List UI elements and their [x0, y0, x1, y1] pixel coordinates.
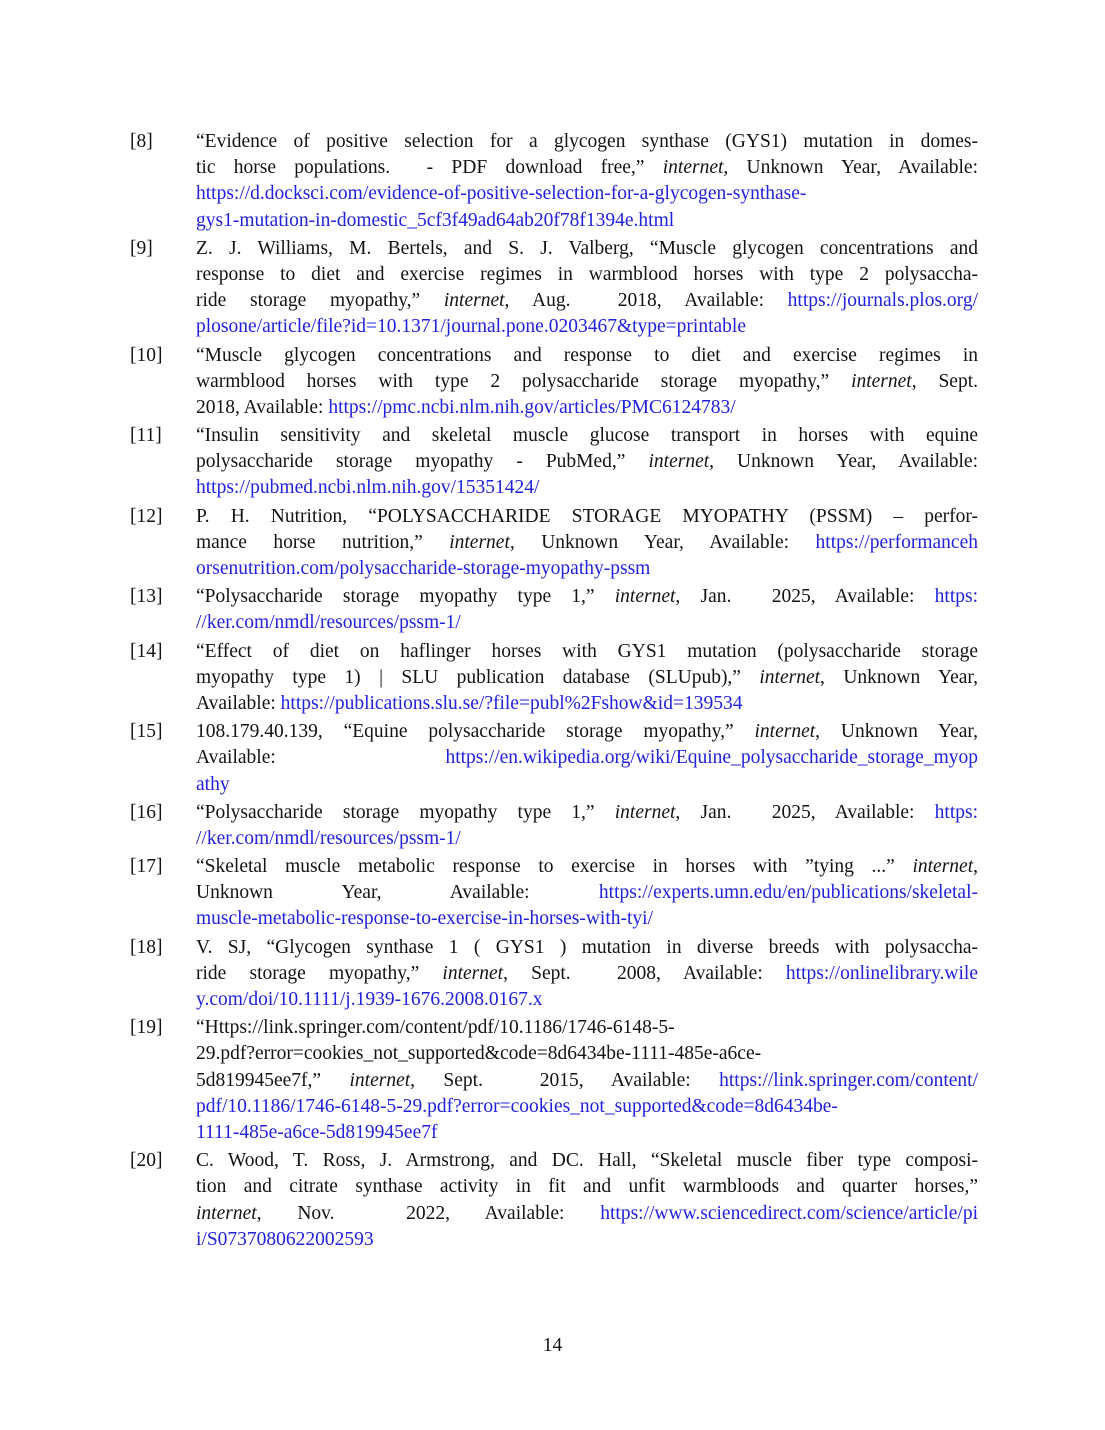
reference-entry [130, 854, 978, 933]
reference-body [196, 1015, 978, 1146]
reference-text: , Jan. 2025, Available: [675, 801, 935, 823]
reference-entry [130, 504, 978, 583]
reference-link[interactable]: https://publications.slu.se/?file=publ%2Fshow&id=139534 [280, 692, 743, 714]
reference-text: mance horse nutrition,” [196, 531, 450, 553]
reference-body [196, 423, 978, 502]
venue-name: internet [851, 370, 912, 392]
reference-label: [10] [130, 344, 163, 366]
reference-body [196, 800, 978, 852]
reference-link[interactable]: https://journals.plos.org/ [787, 290, 978, 312]
reference-body [196, 719, 978, 798]
reference-link[interactable]: plosone/article/file?id=10.1371/journal.pone.0203467&type=printable [196, 316, 746, 338]
reference-line [196, 475, 978, 501]
page-number: 14 [542, 1335, 563, 1356]
reference-text: , Sept. 2015, Available: [410, 1069, 720, 1091]
reference-link[interactable]: https://onlinelibrary.wile [785, 962, 978, 984]
reference-link[interactable]: https://en.wikipedia.org/wiki/Equine_polysaccharide_storage_myop [445, 747, 978, 769]
reference-entry [130, 1015, 978, 1146]
reference-line [196, 1174, 978, 1200]
reference-line [196, 639, 978, 665]
reference-text: response to diet and exercise regimes in warmblood horses with type 2 polysaccha- [196, 263, 978, 285]
reference-label: [18] [130, 936, 163, 958]
reference-body [196, 935, 978, 1014]
reference-line [196, 1068, 978, 1094]
reference-entry [130, 639, 978, 718]
reference-body [196, 504, 978, 583]
venue-name: internet [648, 451, 710, 473]
reference-line [196, 691, 978, 717]
reference-line [196, 826, 978, 852]
reference-line [196, 262, 978, 288]
reference-entry [130, 584, 978, 636]
reference-text: ride storage myopathy,” [196, 962, 443, 984]
reference-line [196, 1041, 978, 1067]
reference-text: , Unknown Year, Available: [723, 157, 978, 179]
reference-line [196, 504, 978, 530]
reference-link[interactable]: i/S0737080622002593 [196, 1228, 374, 1250]
reference-body [196, 854, 978, 933]
reference-line [196, 745, 978, 771]
reference-text: “Polysaccharide storage myopathy type 1,” [196, 586, 615, 608]
reference-link[interactable]: //ker.com/nmdl/resources/pssm-1/ [196, 612, 461, 634]
reference-text: Z. J. Williams, M. Bertels, and S. J. Valberg, “Muscle glycogen concentrations and [196, 237, 978, 259]
reference-line [196, 556, 978, 582]
reference-line [196, 314, 978, 340]
reference-entry [130, 935, 978, 1014]
reference-link[interactable]: 1111-485e-a6ce-5d819945ee7f [196, 1121, 438, 1143]
reference-label: [19] [130, 1017, 163, 1039]
venue-name: internet [614, 801, 676, 823]
reference-line [196, 155, 978, 181]
reference-text: P. H. Nutrition, “POLYSACCHARIDE STORAGE MYOPATHY (PSSM) – perfor- [196, 505, 978, 527]
reference-link[interactable]: athy [196, 773, 230, 795]
reference-text: “Evidence of positive selection for a glycogen synthase (GYS1) mutation in domes- [196, 131, 978, 152]
reference-text: , Jan. 2025, Available: [675, 586, 935, 608]
reference-entry [130, 129, 978, 234]
venue-name: internet [912, 856, 974, 878]
reference-link[interactable]: https://pmc.ncbi.nlm.nih.gov/articles/PMC6124783/ [328, 396, 736, 418]
reference-text: polysaccharide storage myopathy - PubMed,” [196, 451, 649, 473]
reference-line [196, 369, 978, 395]
reference-line [196, 987, 978, 1013]
reference-link[interactable]: pdf/10.1186/1746-6148-5-29.pdf?error=cookies_not_supported&code=8d6434be- [196, 1095, 838, 1117]
venue-name: internet [759, 666, 821, 688]
reference-link[interactable]: https://d.docksci.com/evidence-of-positive-selection-for-a-glycogen-synthase- [196, 183, 807, 205]
reference-text: , Aug. 2018, Available: [504, 290, 788, 312]
reference-text: warmblood horses with type 2 polysaccharide storage myopathy,” [196, 370, 852, 392]
reference-link[interactable]: gys1-mutation-in-domestic_5cf3f49ad64ab20f78f1394e.html [196, 209, 675, 231]
reference-text: , Sept. 2008, Available: [503, 962, 786, 984]
reference-text: V. SJ, “Glycogen synthase 1 ( GYS1 ) mutation in diverse breeds with polysaccha- [196, 936, 978, 958]
references-list [130, 129, 978, 1255]
reference-line [196, 395, 978, 421]
reference-body [196, 639, 978, 718]
reference-entry [130, 1148, 978, 1253]
reference-body [196, 129, 978, 234]
reference-line [196, 880, 978, 906]
reference-label: [9] [130, 237, 153, 259]
reference-link[interactable]: //ker.com/nmdl/resources/pssm-1/ [196, 827, 461, 849]
reference-link[interactable]: https://pubmed.ncbi.nlm.nih.gov/15351424/ [196, 477, 540, 499]
reference-body [196, 1148, 978, 1253]
reference-line [196, 343, 978, 369]
reference-link[interactable]: https://performanceh [815, 531, 978, 553]
reference-line [196, 961, 978, 987]
venue-name: internet [196, 1202, 257, 1224]
reference-text: , Unknown Year, [820, 666, 978, 688]
reference-link[interactable]: https://link.springer.com/content/ [719, 1069, 978, 1091]
reference-line [196, 449, 978, 475]
reference-line [196, 935, 978, 961]
reference-link[interactable]: https: [934, 586, 978, 608]
reference-line [196, 1094, 978, 1120]
reference-text: 108.179.40.139, “Equine polysaccharide storage myopathy,” [196, 721, 755, 743]
reference-text: tion and citrate synthase activity in fit and unfit warmbloods and quarter horses,” [196, 1176, 978, 1198]
reference-line [196, 854, 978, 880]
reference-link[interactable]: https://www.sciencedirect.com/science/article/pi [600, 1202, 978, 1224]
venue-name: internet [449, 531, 510, 553]
reference-line [196, 1148, 978, 1174]
reference-link[interactable]: orsenutrition.com/polysaccharide-storage-myopathy-pssm [196, 558, 651, 579]
reference-label: [15] [130, 721, 163, 743]
reference-line [196, 584, 978, 610]
reference-line [196, 665, 978, 691]
reference-line [196, 719, 978, 745]
reference-text: “Insulin sensitivity and skeletal muscle glucose transport in horses with equine [196, 425, 978, 447]
reference-line [196, 129, 978, 155]
reference-text: “Muscle glycogen concentrations and response to diet and exercise regimes in [196, 344, 978, 366]
reference-label: [12] [130, 505, 163, 527]
reference-label: [14] [130, 640, 163, 662]
venue-name: internet [349, 1069, 411, 1091]
reference-text: myopathy type 1) | SLU publication database (SLUpub),” [196, 666, 760, 688]
reference-label: [11] [130, 425, 162, 447]
reference-text: “Skeletal muscle metabolic response to exercise in horses with ”tying ...” [196, 856, 913, 878]
reference-label: [13] [130, 586, 163, 608]
reference-text: “Polysaccharide storage myopathy type 1,” [196, 801, 615, 823]
reference-entry [130, 343, 978, 422]
reference-text: 2018, Available: [196, 396, 329, 418]
reference-label: [8] [130, 131, 153, 152]
venue-name: internet [442, 962, 504, 984]
reference-line [196, 236, 978, 262]
reference-line [196, 530, 978, 556]
reference-text: Available: [196, 692, 281, 714]
reference-line [196, 1015, 978, 1041]
reference-text: , Unknown Year, Available: [509, 531, 816, 553]
venue-name: internet [662, 157, 724, 179]
reference-line [196, 423, 978, 449]
venue-name: internet [614, 586, 676, 608]
reference-text: tic horse populations. - PDF download free,” [196, 157, 663, 179]
reference-text: C. Wood, T. Ross, J. Armstrong, and DC. Hall, “Skeletal muscle fiber type composi- [196, 1150, 978, 1172]
reference-entry [130, 800, 978, 852]
reference-text: “Effect of diet on haflinger horses with GYS1 mutation (polysaccharide storage [196, 640, 978, 662]
venue-name: internet [754, 721, 816, 743]
reference-text: , Nov. 2022, Available: [256, 1202, 601, 1224]
reference-body [196, 584, 978, 636]
reference-line [196, 800, 978, 826]
reference-entry [130, 236, 978, 341]
reference-line [196, 772, 978, 798]
reference-text: Unknown Year, Available: [196, 882, 599, 904]
reference-text: , [973, 856, 978, 878]
reference-label: [17] [130, 856, 163, 878]
reference-label: [16] [130, 801, 163, 823]
reference-text: 29.pdf?error=cookies_not_supported&code=8d6434be-1111-485e-a6ce- [196, 1043, 762, 1065]
reference-text: 5d819945ee7f,” [196, 1069, 350, 1091]
reference-link[interactable]: muscle-metabolic-response-to-exercise-in-horses-with-tyi/ [196, 908, 654, 930]
reference-line [196, 181, 978, 207]
reference-text: , Unknown Year, [815, 721, 978, 743]
reference-text: ride storage myopathy,” [196, 290, 444, 312]
reference-line [196, 610, 978, 636]
reference-line [196, 1227, 978, 1253]
reference-link[interactable]: y.com/doi/10.1111/j.1939-1676.2008.0167.x [196, 989, 543, 1010]
reference-line [196, 1120, 978, 1146]
venue-name: internet [443, 290, 505, 312]
reference-text: , Unknown Year, Available: [709, 451, 978, 473]
reference-text: “Https://link.springer.com/content/pdf/10.1186/1746-6148-5- [196, 1017, 675, 1039]
reference-entry [130, 719, 978, 798]
reference-line [196, 906, 978, 932]
reference-link[interactable]: https://experts.umn.edu/en/publications/skeletal- [598, 882, 978, 904]
reference-label: [20] [130, 1150, 163, 1172]
reference-line [196, 1201, 978, 1227]
reference-line [196, 208, 978, 234]
reference-entry [130, 423, 978, 502]
reference-line [196, 288, 978, 314]
reference-body [196, 343, 978, 422]
reference-body [196, 236, 978, 341]
reference-text: , Sept. [911, 370, 978, 392]
reference-text: Available: [196, 747, 446, 769]
reference-link[interactable]: https: [934, 801, 978, 823]
